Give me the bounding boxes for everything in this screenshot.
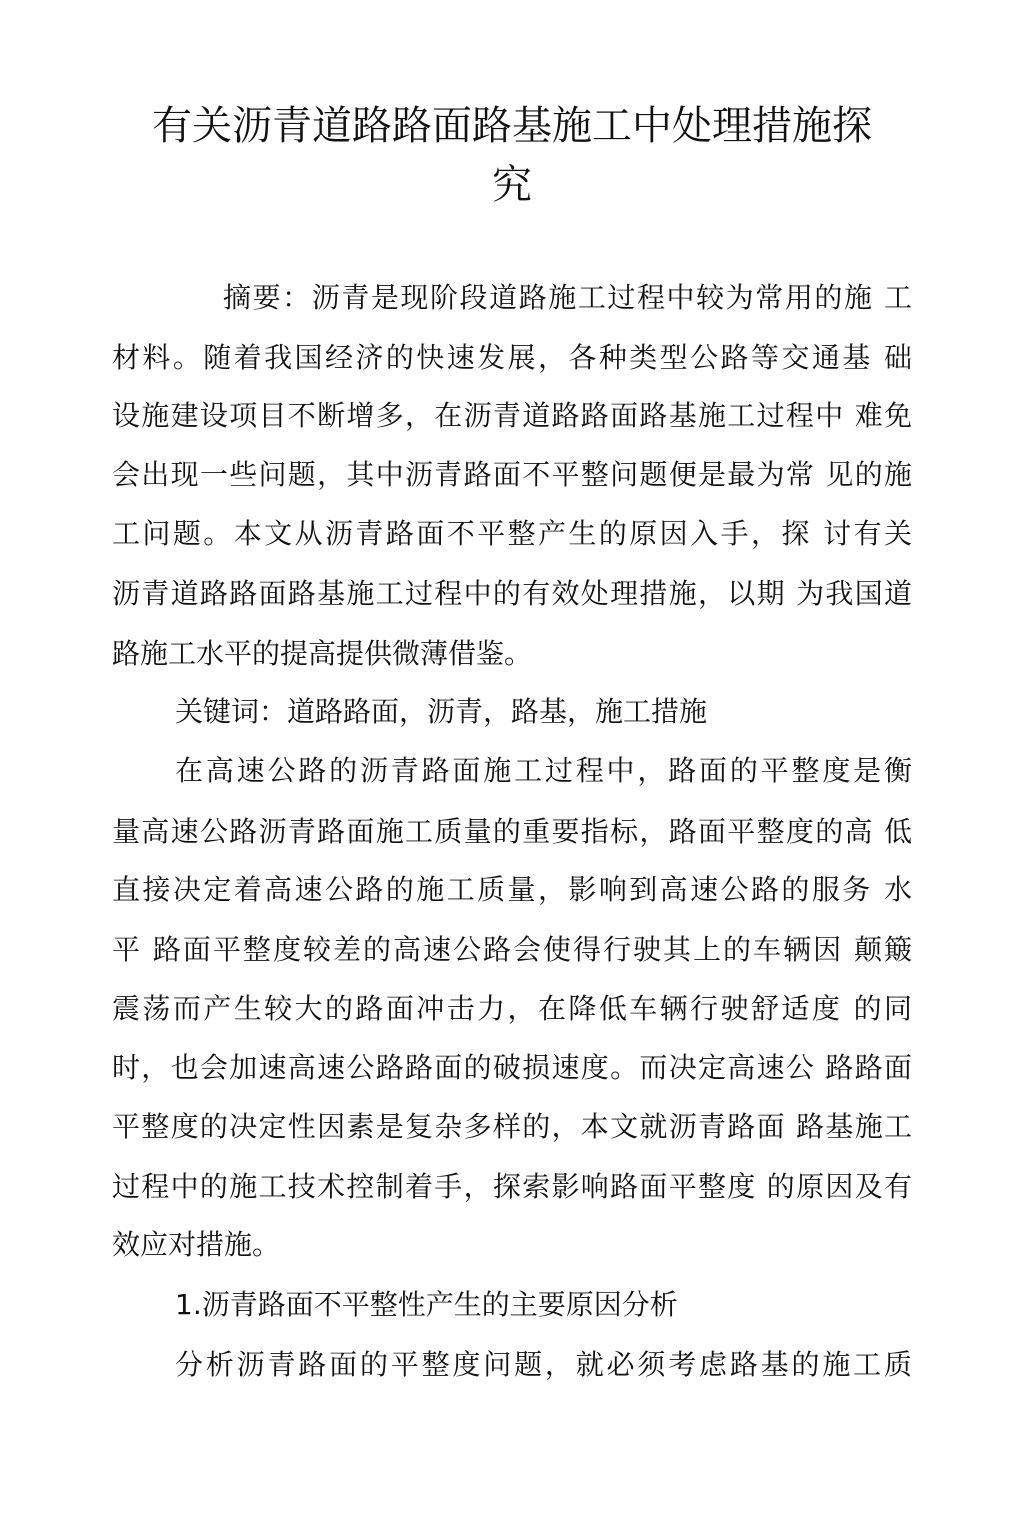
- abstract-line: 材料。随着我国经济的快速发展，各种类型公路等交通基 础: [112, 341, 912, 374]
- abstract-line: 摘要：沥青是现阶段道路施工过程中较为常用的施 工: [223, 281, 912, 314]
- body-paragraph-line: 震荡而产生较大的路面冲击力，在降低车辆行驶舒适度 的同: [112, 992, 912, 1025]
- document-title-line-2: 究: [492, 162, 532, 208]
- keywords-line: 关键词：道路路面，沥青，路基，施工措施: [175, 695, 708, 728]
- abstract-line: 沥青道路路面路基施工过程中的有效处理措施，以期 为我国道: [112, 577, 912, 610]
- body-paragraph-line: 量高速公路沥青路面施工质量的重要指标，路面平整度的高 低: [112, 815, 912, 848]
- body-paragraph-line: 平 路面平整度较差的高速公路会使得行驶其上的车辆因 颠簸: [112, 933, 912, 966]
- body-paragraph-line: 平整度的决定性因素是复杂多样的，本文就沥青路面 路基施工: [112, 1110, 912, 1143]
- document-title-line-1: 有关沥青道路路面路基施工中处理措施探: [152, 103, 872, 149]
- body-paragraph-line: 时，也会加速高速公路路面的破损速度。而决定高速公 路路面: [112, 1051, 912, 1084]
- abstract-line: 设施建设项目不断增多，在沥青道路路面路基施工过程中 难免: [112, 399, 912, 432]
- section-heading: 1.沥青路面不平整性产生的主要原因分析: [175, 1288, 678, 1321]
- body-paragraph-line: 在高速公路的沥青路面施工过程中，路面的平整度是衡: [175, 754, 912, 787]
- body-paragraph-line: 效应对措施。: [112, 1228, 281, 1261]
- body-paragraph-line: 直接决定着高速公路的施工质量，影响到高速公路的服务 水: [112, 873, 912, 906]
- abstract-line: 会出现一些问题，其中沥青路面不平整问题便是最为常 见的施: [112, 458, 912, 491]
- abstract-line: 工问题。本文从沥青路面不平整产生的原因入手，探 讨有关: [112, 517, 912, 550]
- body-paragraph-line: 过程中的施工技术控制着手，探索影响路面平整度 的原因及有: [112, 1170, 912, 1203]
- body-paragraph-line: 分析沥青路面的平整度问题，就必须考虑路基的施工质: [175, 1348, 912, 1381]
- abstract-line: 路施工水平的提高提供微薄借鉴。: [112, 637, 533, 670]
